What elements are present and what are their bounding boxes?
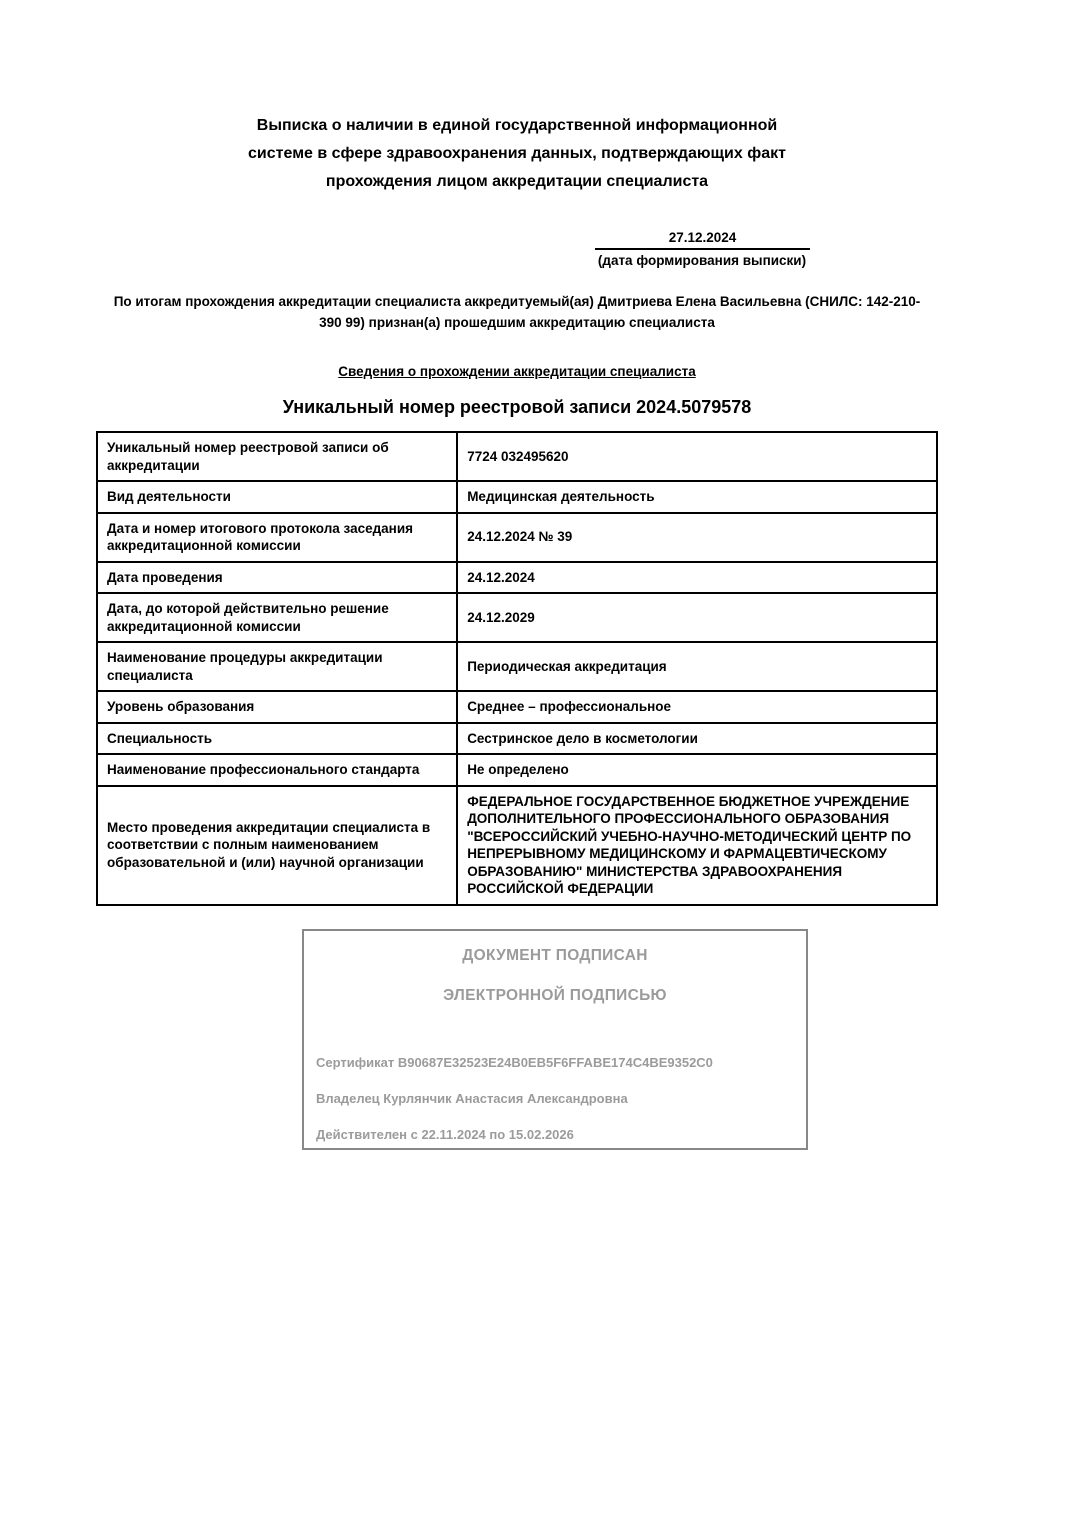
formation-date-value: 27.12.2024 [595, 229, 810, 250]
table-row-label: Специальность [97, 723, 457, 755]
table-row [97, 481, 937, 513]
table-row-value: Сестринское дело в косметологии [457, 723, 937, 755]
document-title-line: Выписка о наличии в единой государственной информационной [256, 117, 778, 134]
intro-paragraph [96, 291, 938, 333]
document-title [239, 112, 795, 196]
section-heading: Сведения о прохождении аккредитации специалиста [338, 364, 696, 379]
document-content [96, 0, 938, 1150]
signature-owner: Владелец Курлянчик Анастасия Александровна [316, 1090, 628, 1106]
table-row-value: Среднее – профессиональное [457, 691, 937, 723]
table-row-label: Вид деятельности [97, 481, 457, 513]
document-title-line: системе в сфере здравоохранения данных, подтверждающих факт [248, 145, 786, 162]
table-row [97, 691, 937, 723]
table-row-value: Медицинская деятельность [457, 481, 937, 513]
signature-status-line1: ДОКУМЕНТ ПОДПИСАН [462, 946, 648, 964]
formation-date-caption: (дата формирования выписки) [597, 253, 807, 268]
table-row-value: 24.12.2024 № 39 [457, 513, 937, 562]
table-row-label: Уникальный номер реестровой записи об аккредитации [97, 432, 457, 481]
table-row-value: 24.12.2029 [457, 593, 937, 642]
table-row-label: Уровень образования [97, 691, 457, 723]
table-row [97, 786, 937, 905]
formation-date-block [96, 229, 938, 269]
intro-line: 390 99) признан(а) прошедшим аккредитацию специалиста [319, 315, 715, 330]
signature-validity: Действителен с 22.11.2024 по 15.02.2026 [316, 1126, 574, 1142]
signature-certificate: Сертификат B90687E32523E24B0EB5F6FFABE174C4BE9352C0 [316, 1054, 713, 1070]
table-row-value: Не определено [457, 754, 937, 786]
table-row [97, 513, 937, 562]
signature-stamp [302, 929, 808, 1150]
accreditation-table-body [97, 432, 937, 905]
table-row-label: Дата, до которой действительно решение аккредитационной комиссии [97, 593, 457, 642]
table-row-value: 24.12.2024 [457, 562, 937, 594]
table-row-value: 7724 032495620 [457, 432, 937, 481]
table-row [97, 593, 937, 642]
table-row-value: Периодическая аккредитация [457, 642, 937, 691]
document-title-line: прохождения лицом аккредитации специалиста [325, 173, 709, 190]
table-row-label: Дата и номер итогового протокола заседания аккредитационной комиссии [97, 513, 457, 562]
table-row-label: Дата проведения [97, 562, 457, 594]
table-row [97, 642, 937, 691]
table-row-label: Наименование профессионального стандарта [97, 754, 457, 786]
table-row-label: Наименование процедуры аккредитации специалиста [97, 642, 457, 691]
registry-number-line: Уникальный номер реестровой записи 2024.5079578 [282, 397, 752, 417]
signature-status-line2: ЭЛЕКТРОННОЙ ПОДПИСЬЮ [443, 986, 667, 1004]
table-row [97, 432, 937, 481]
table-row [97, 723, 937, 755]
table-row-label: Место проведения аккредитации специалиста в соответствии с полным наименованием образовательной и (или) научной организации [97, 786, 457, 905]
table-row [97, 562, 937, 594]
intro-line: По итогам прохождения аккредитации специалиста аккредитуемый(ая) Дмитриева Елена Васильевна (СНИЛС: 142-210- [113, 294, 921, 309]
table-row-value: ФЕДЕРАЛЬНОЕ ГОСУДАРСТВЕННОЕ БЮДЖЕТНОЕ УЧРЕЖДЕНИЕ ДОПОЛНИТЕЛЬНОГО ПРОФЕССИОНАЛЬНОГО ОБРАЗОВАНИЯ "ВСЕРОССИЙСКИЙ УЧЕБНО-НАУЧНО-МЕТОДИЧЕСКИЙ ЦЕНТР ПО НЕПРЕРЫВНОМУ МЕДИЦИНСКОМУ И ФАРМАЦЕВТИЧЕСКОМУ ОБРАЗОВАНИЮ" МИНИСТЕРСТВА ЗДРАВООХРАНЕНИЯ РОССИЙСКОЙ ФЕДЕРАЦИИ [457, 786, 937, 905]
accreditation-table [96, 431, 938, 906]
table-row [97, 754, 937, 786]
